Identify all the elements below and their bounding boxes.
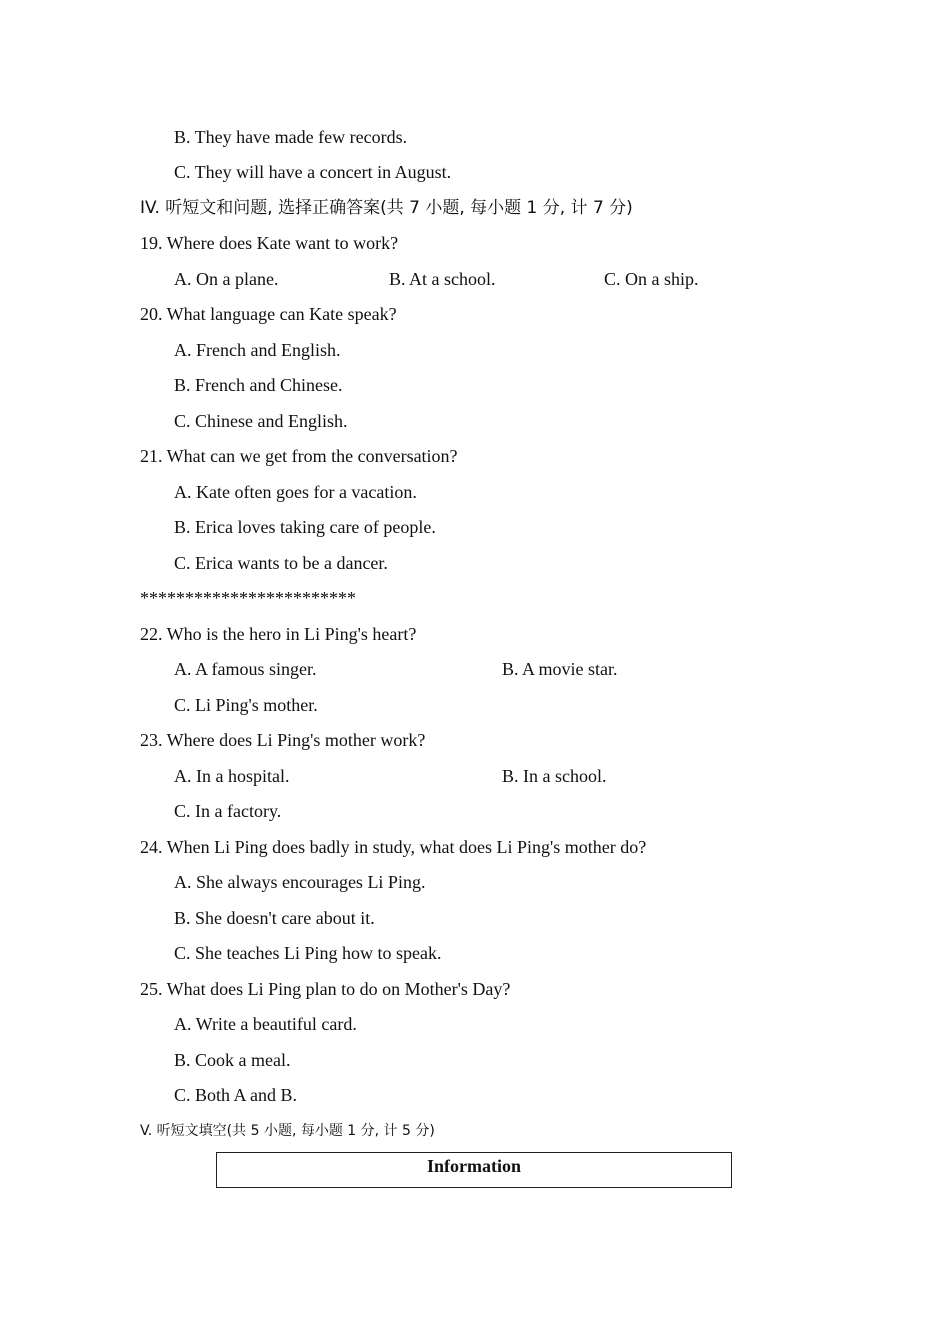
q22-question: 22. Who is the hero in Li Ping's heart?	[140, 624, 417, 644]
q19-option-c: C. On a ship.	[604, 269, 699, 289]
q20-question: 20. What language can Kate speak?	[140, 304, 397, 324]
q20-option-b: B. French and Chinese.	[174, 375, 343, 395]
q19-option-b: B. At a school.	[389, 269, 496, 289]
q22-option-b: B. A movie star.	[502, 659, 618, 679]
q20-option-a: A. French and English.	[174, 340, 341, 360]
q23-option-b: B. In a school.	[502, 766, 607, 786]
q22-option-c: C. Li Ping's mother.	[174, 695, 318, 715]
q24-question: 24. When Li Ping does badly in study, what does Li Ping's mother do?	[140, 837, 647, 857]
q23-option-a: A. In a hospital.	[174, 766, 290, 786]
q19-question: 19. Where does Kate want to work?	[140, 233, 399, 253]
q21-option-a: A. Kate often goes for a vacation.	[174, 482, 417, 502]
q23-option-c: C. In a factory.	[174, 801, 282, 821]
q21-option-b: B. Erica loves taking care of people.	[174, 517, 436, 537]
q19-option-a: A. On a plane.	[174, 269, 279, 289]
q18-option-c: C. They will have a concert in August.	[174, 162, 452, 182]
q22-option-a: A. A famous singer.	[174, 659, 317, 679]
q21-question: 21. What can we get from the conversation?	[140, 446, 458, 466]
q24-option-c: C. She teaches Li Ping how to speak.	[174, 943, 442, 963]
star-divider: ************************	[140, 588, 356, 608]
q21-option-c: C. Erica wants to be a dancer.	[174, 553, 388, 573]
q20-option-c: C. Chinese and English.	[174, 411, 348, 431]
q24-option-b: B. She doesn't care about it.	[174, 908, 375, 928]
section-4-title: IV. 听短文和问题, 选择正确答案(共 7 小题, 每小题 1 分, 计 7 分)	[140, 198, 633, 218]
section-5-title: V. 听短文填空(共 5 小题, 每小题 1 分, 计 5 分)	[140, 1123, 435, 1139]
q25-option-b: B. Cook a meal.	[174, 1050, 291, 1070]
information-table-title: Information	[427, 1156, 521, 1176]
q23-question: 23. Where does Li Ping's mother work?	[140, 730, 426, 750]
information-table	[216, 1152, 732, 1188]
q25-option-a: A. Write a beautiful card.	[174, 1014, 357, 1034]
q25-question: 25. What does Li Ping plan to do on Mother's Day?	[140, 979, 511, 999]
q25-option-c: C. Both A and B.	[174, 1085, 298, 1105]
q24-option-a: A. She always encourages Li Ping.	[174, 872, 426, 892]
q18-option-b: B. They have made few records.	[174, 127, 408, 147]
